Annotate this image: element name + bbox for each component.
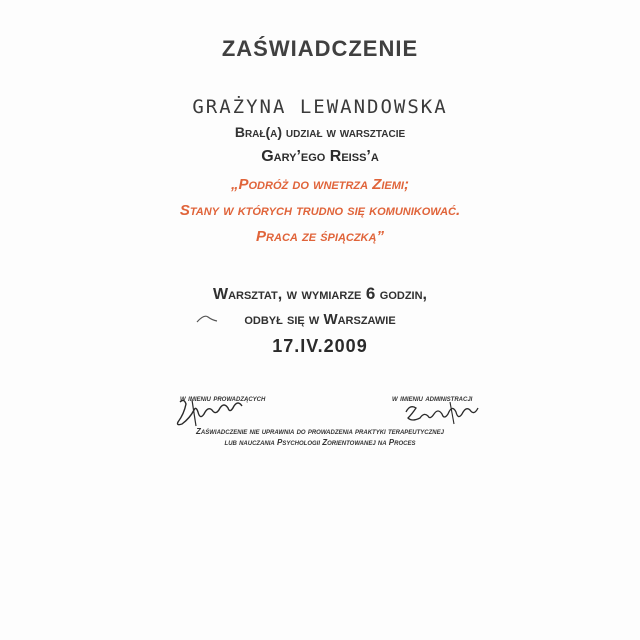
workshop-title-line-1: „Podróż do wnetrza Ziemi; (231, 176, 409, 193)
participation-statement: Brał(a) udział w warsztacie (234, 124, 406, 140)
workshop-duration (0, 284, 640, 304)
workshop-author: Gary’ego Reiss’a (261, 148, 379, 165)
duration-hours: 6 (365, 284, 376, 303)
recipient-name: GRAŻYNA LEWANDOWSKA (192, 96, 448, 118)
certificate-title: ZAŚWIADCZENIE (221, 36, 419, 61)
workshop-place: odbył się w Warszawie (244, 311, 396, 328)
workshop-date: 17.IV.2009 (272, 336, 368, 356)
signature-label-administration: w imieniu administracji (392, 393, 473, 403)
duration-suffix: godzin, (379, 286, 427, 303)
workshop-title-line-3: Praca ze śpiączką” (256, 228, 384, 245)
workshop-title-line-2: Stany w których trudno się komunikować. (179, 202, 461, 219)
disclaimer-line-2: lub nauczania Psychologii Zorientowanej na Proces (224, 438, 416, 447)
duration-prefix: Warsztat, w wymiarze (212, 286, 362, 303)
instructor-signature-icon (172, 396, 252, 430)
administration-signature-icon (400, 398, 486, 428)
disclaimer-line-1: Zaświadczenie nie uprawnia do prowadzenia praktyki terapeutycznej (196, 427, 444, 436)
signature-label-instructors: w imieniu prowadzących (180, 393, 266, 403)
